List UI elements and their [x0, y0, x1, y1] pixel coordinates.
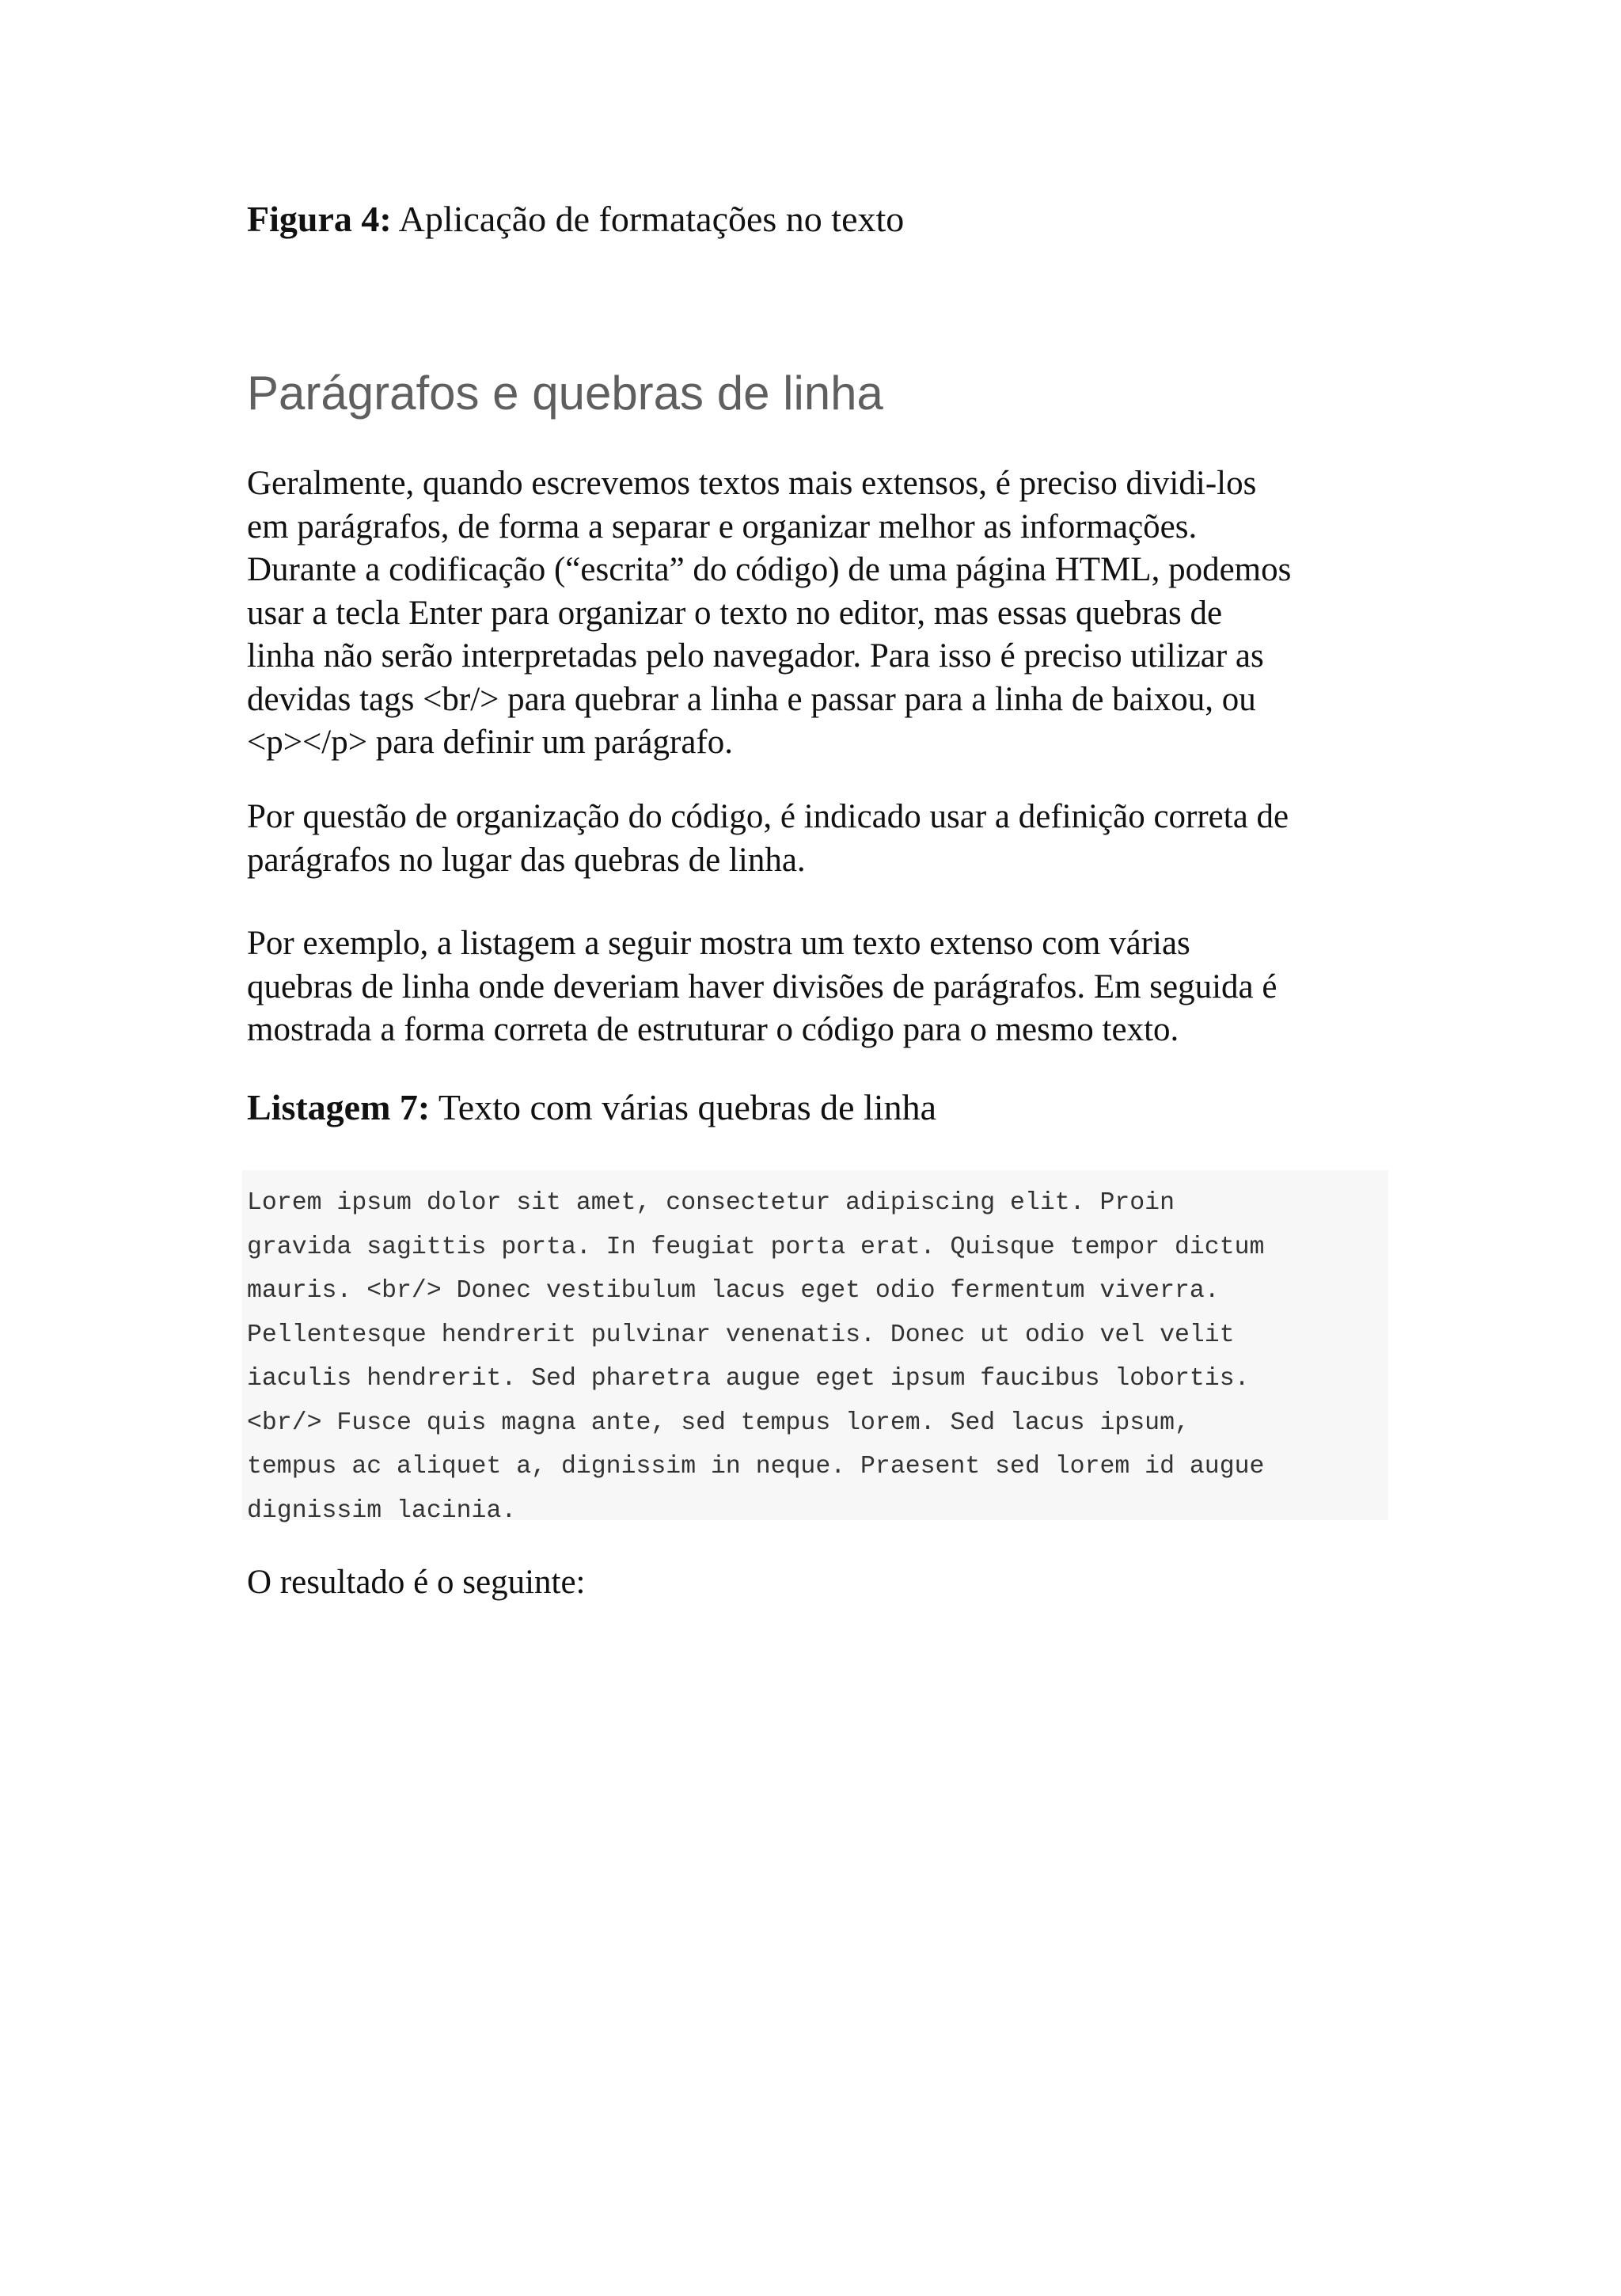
paragraph-line: <p></p> para definir um parágrafo.: [247, 724, 733, 761]
code-line: dignissim lacinia.: [247, 1496, 517, 1525]
paragraph-line: Durante a codificação (“escrita” do código) de uma página HTML, podemos: [247, 551, 1292, 588]
listing-caption-label: Listagem 7:: [247, 1087, 431, 1127]
code-line: Lorem ipsum dolor sit amet, consectetur adipiscing elit. Proin: [247, 1189, 1175, 1217]
result-line: O resultado é o seguinte:: [247, 1564, 586, 1601]
section-heading: Parágrafos e quebras de linha: [247, 367, 883, 420]
code-line: gravida sagittis porta. In feugiat porta erat. Quisque tempor dictum: [247, 1233, 1265, 1261]
paragraph-line: mostrada a forma correta de estruturar o código para o mesmo texto.: [247, 1011, 1179, 1048]
paragraph-3: [247, 922, 1403, 1052]
paragraph-1: [247, 462, 1403, 765]
code-line: <br/> Fusce quis magna ante, sed tempus lorem. Sed lacus ipsum,: [247, 1408, 1190, 1437]
figure-caption-text: Aplicação de formatações no texto: [398, 199, 905, 239]
paragraph-line: quebras de linha onde deveriam haver divisões de parágrafos. Em seguida é: [247, 967, 1277, 1005]
code-line: iaculis hendrerit. Sed pharetra augue eget ipsum faucibus lobortis.: [247, 1365, 1250, 1393]
paragraph-line: Por exemplo, a listagem a seguir mostra um texto extenso com várias: [247, 925, 1190, 962]
paragraph-line: devidas tags <br/> para quebrar a linha e passar para a linha de baixou, ou: [247, 680, 1256, 718]
figure-caption-label: Figura 4:: [247, 199, 392, 239]
listing-caption-text: Texto com várias quebras de linha: [438, 1087, 936, 1127]
paragraph-line: Geralmente, quando escrevemos textos mais extensos, é preciso dividi-los: [247, 465, 1257, 502]
code-listing: [242, 1170, 1388, 1525]
figure-caption: [247, 198, 904, 241]
paragraph-line: Por questão de organização do código, é indicado usar a definição correta de: [247, 798, 1289, 835]
code-line: Pellentesque hendrerit pulvinar venenatis. Donec ut odio vel velit: [247, 1321, 1235, 1349]
paragraph-line: parágrafos no lugar das quebras de linha.: [247, 841, 806, 879]
code-line: mauris. <br/> Donec vestibulum lacus eget odio fermentum viverra.: [247, 1277, 1220, 1305]
paragraph-line: linha não serão interpretadas pelo navegador. Para isso é preciso utilizar as: [247, 637, 1264, 675]
paragraph-line: em parágrafos, de forma a separar e organizar melhor as informações.: [247, 507, 1198, 545]
code-line: tempus ac aliquet a, dignissim in neque. Praesent sed lorem id augue: [247, 1453, 1265, 1481]
result-text: [247, 1561, 1403, 1605]
paragraph-2: [247, 796, 1403, 882]
paragraph-line: usar a tecla Enter para organizar o texto no editor, mas essas quebras de: [247, 594, 1223, 632]
listing-caption: [247, 1086, 936, 1129]
